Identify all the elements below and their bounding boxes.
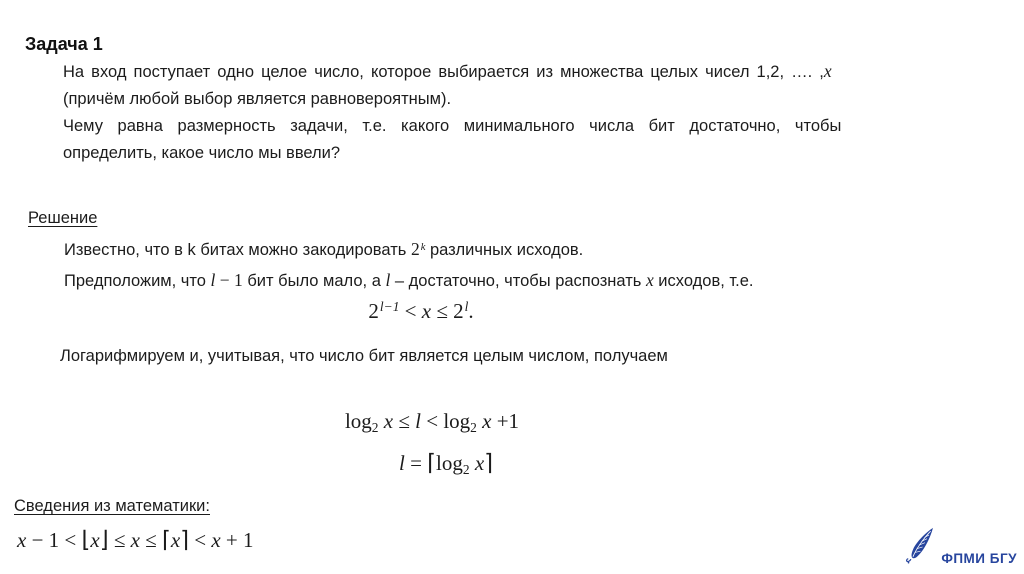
text-run: . — [468, 299, 474, 323]
paragraph-line — [63, 86, 953, 113]
text-run: Известно, что в k битах можно закодировать — [64, 241, 411, 259]
text-run: log — [344, 409, 372, 433]
text-run: ≤ — [139, 528, 162, 552]
problem-paragraph — [63, 58, 953, 167]
formula-log-inequality — [0, 406, 864, 439]
text-run: ⌋ — [99, 527, 109, 554]
quill-feather-icon — [905, 527, 935, 569]
text-run: x — [482, 409, 492, 433]
text-run: x — [823, 61, 832, 81]
math-facts-heading: Сведения из математики: — [14, 497, 210, 515]
text-run: Логарифмируем и, учитывая, что число бит является целым числом, получаем — [60, 347, 668, 365]
text-run: ⌉ — [180, 527, 189, 554]
text-run: x — [17, 528, 27, 552]
text-run: x — [383, 409, 394, 433]
text-run: 2 — [470, 419, 477, 435]
text-run: 2 — [368, 299, 379, 323]
text-run: На вход поступает одно целое число, которое выбирается из множества целых чисел 1,2, …. , — [63, 63, 824, 81]
text-run: x — [211, 528, 221, 552]
text-run: исходов, т.е. — [653, 271, 754, 290]
text-run: x — [474, 451, 485, 475]
text-run: ⌈ — [427, 450, 437, 477]
text-run: x — [90, 528, 100, 552]
text-run: x — [170, 528, 181, 552]
logo — [905, 527, 1017, 569]
text-run: l — [385, 269, 391, 290]
text-run: ≤ — [431, 299, 454, 323]
text-run: − 1 < — [26, 528, 82, 552]
text-run: определить, какое число мы ввели? — [63, 144, 341, 162]
problem-title: Задача 1 — [25, 34, 103, 54]
text-run: < — [420, 409, 444, 433]
text-run: = — [404, 451, 428, 475]
text-run: Чему равна размерность задачи, т.е. какого минимального числа бит достаточно, чтобы — [63, 117, 842, 135]
text-run: бит было мало, а — [242, 271, 386, 290]
solution-line — [64, 236, 753, 267]
paragraph-line — [63, 58, 953, 86]
text-run: +1 — [491, 409, 520, 433]
text-run: log — [436, 451, 463, 475]
text-run: x — [421, 299, 432, 323]
formula-power-bound — [0, 296, 842, 329]
text-run: x — [130, 528, 140, 552]
text-run: 2 — [462, 461, 470, 477]
paragraph-line — [63, 113, 953, 140]
solution-text — [64, 236, 753, 294]
logo-text: ФПМИ БГУ — [941, 551, 1017, 566]
text-run: l−1 — [379, 299, 400, 315]
formula-floor-ceiling-bounds — [17, 525, 254, 556]
text-run: ≤ — [393, 409, 416, 433]
solution-note — [60, 347, 668, 366]
text-run: l — [464, 299, 469, 315]
text-run: различных исходов. — [425, 241, 584, 259]
text-run: ⌊ — [81, 527, 91, 554]
text-run: 2 — [410, 239, 420, 259]
text-run: log — [443, 409, 471, 433]
paragraph-line — [63, 140, 953, 167]
text-run: 2 — [453, 299, 464, 323]
text-run: (причём любой выбор является равновероятным). — [63, 90, 452, 108]
text-run: 2 — [371, 419, 379, 435]
text-run: – достаточно, чтобы распознать — [390, 271, 646, 290]
solution-line — [64, 267, 753, 295]
text-run: − 1 — [215, 269, 243, 290]
text-run: + 1 — [220, 528, 254, 552]
text-run: l — [415, 409, 421, 433]
text-run: Предположим, что — [64, 271, 211, 290]
text-run: l — [398, 451, 405, 475]
text-run: k — [420, 241, 426, 253]
text-run: < — [189, 528, 212, 552]
text-run: x — [645, 269, 654, 290]
text-run: l — [210, 269, 216, 290]
text-run: ⌉ — [484, 450, 494, 477]
text-run: ⌈ — [161, 527, 171, 554]
text-run: < — [399, 299, 422, 323]
formula-ceiling — [0, 448, 892, 481]
solution-heading: Решение — [28, 209, 98, 227]
text-run: ≤ — [108, 528, 131, 552]
